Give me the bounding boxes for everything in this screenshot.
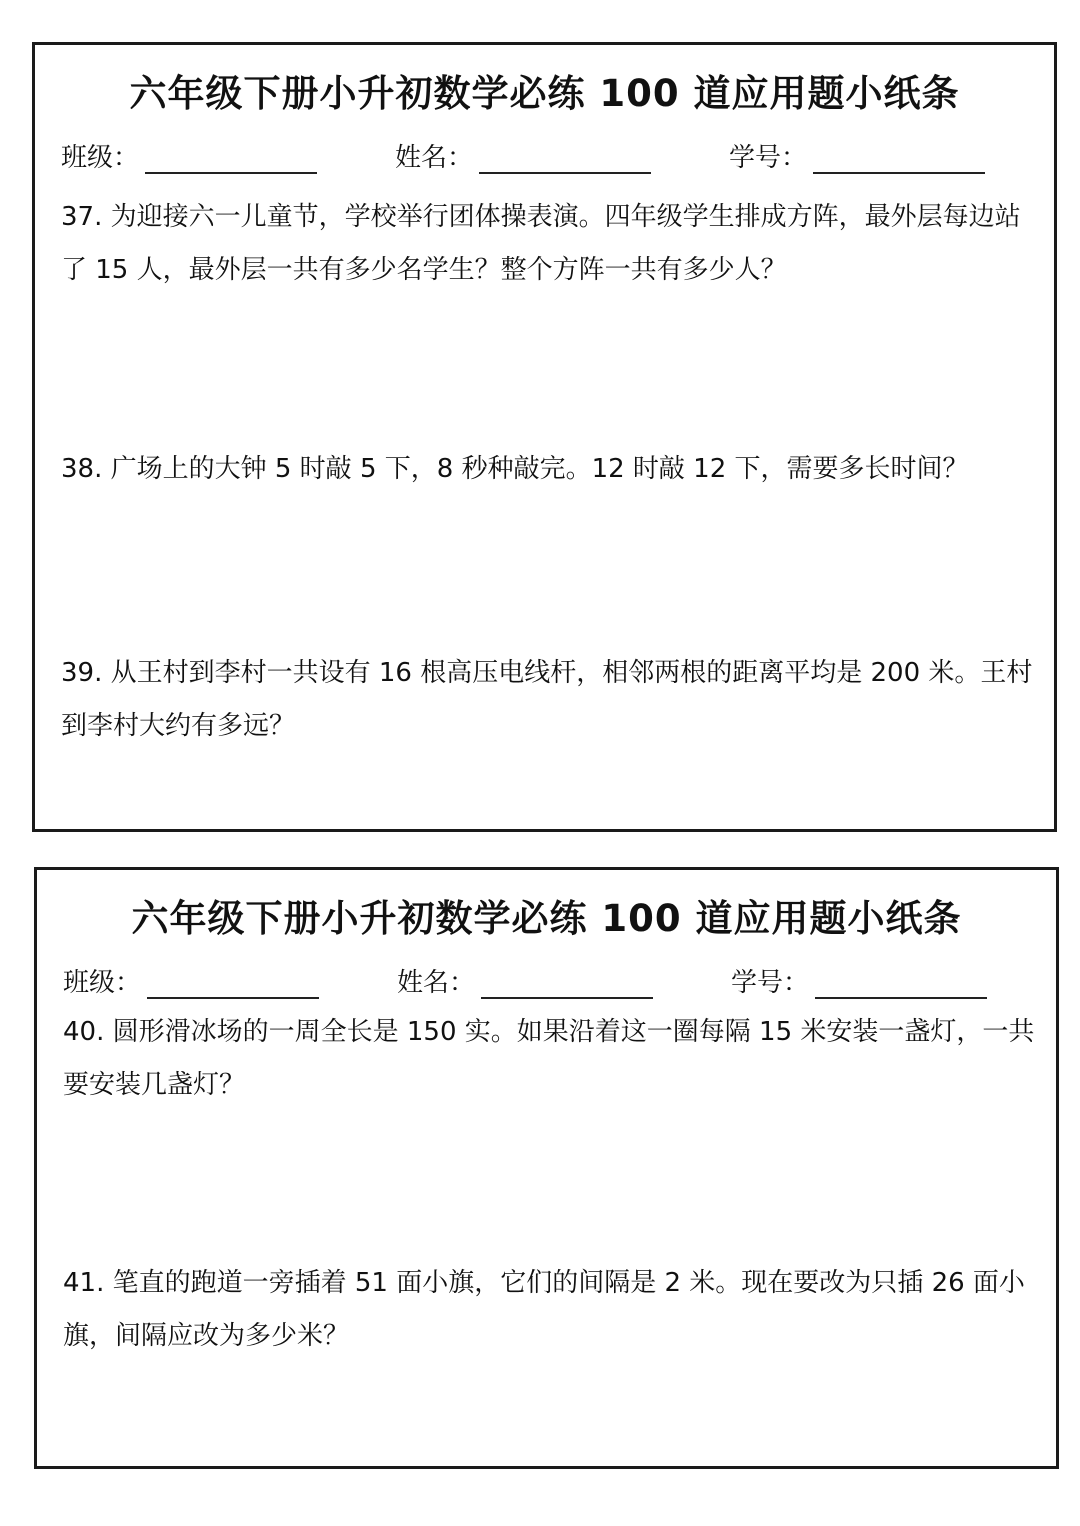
class-blank[interactable] — [147, 971, 319, 999]
question-38: 38. 广场上的大钟 5 时敲 5 下，8 秒种敲完。12 时敲 12 下，需要多长时间？ — [61, 454, 969, 484]
class-field — [61, 137, 317, 174]
class-blank[interactable] — [145, 146, 317, 174]
student-id-blank[interactable] — [815, 971, 987, 999]
student-info-row — [61, 137, 1021, 177]
student-info-row — [63, 962, 1023, 1002]
name-blank[interactable] — [481, 971, 653, 999]
student-id-field — [731, 962, 987, 999]
question-37: 37. 为迎接六一儿童节，学校举行团体操表演。四年级学生排成方阵，最外层每边站了 15 人，最外层一共有多少名学生？整个方阵一共有多少人？ — [61, 202, 1021, 285]
name-label: 姓名： — [395, 143, 474, 173]
student-id-label: 学号： — [731, 968, 810, 998]
name-label: 姓名： — [397, 968, 476, 998]
student-id-blank[interactable] — [813, 146, 985, 174]
worksheet-card-2 — [34, 867, 1059, 1469]
class-label: 班级： — [63, 968, 142, 998]
name-field — [397, 962, 653, 999]
student-id-label: 学号： — [729, 143, 808, 173]
name-field — [395, 137, 651, 174]
card-title: 六年级下册小升初数学必练 100 道应用题小纸条 — [129, 72, 960, 115]
card-title: 六年级下册小升初数学必练 100 道应用题小纸条 — [131, 897, 962, 940]
worksheet-card-1 — [32, 42, 1057, 832]
question-41: 41. 笔直的跑道一旁插着 51 面小旗，它们的间隔是 2 米。现在要改为只插 26 面小旗，间隔应改为多少米？ — [63, 1268, 1025, 1351]
class-field — [63, 962, 319, 999]
name-blank[interactable] — [479, 146, 651, 174]
question-39: 39. 从王村到李村一共设有 16 根高压电线杆，相邻两根的距离平均是 200 米。王村到李村大约有多远？ — [61, 658, 1033, 741]
question-40: 40. 圆形滑冰场的一周全长是 150 实。如果沿着这一圈每隔 15 米安装一盏灯，一共要安装几盏灯？ — [63, 1017, 1035, 1100]
class-label: 班级： — [61, 143, 140, 173]
student-id-field — [729, 137, 985, 174]
